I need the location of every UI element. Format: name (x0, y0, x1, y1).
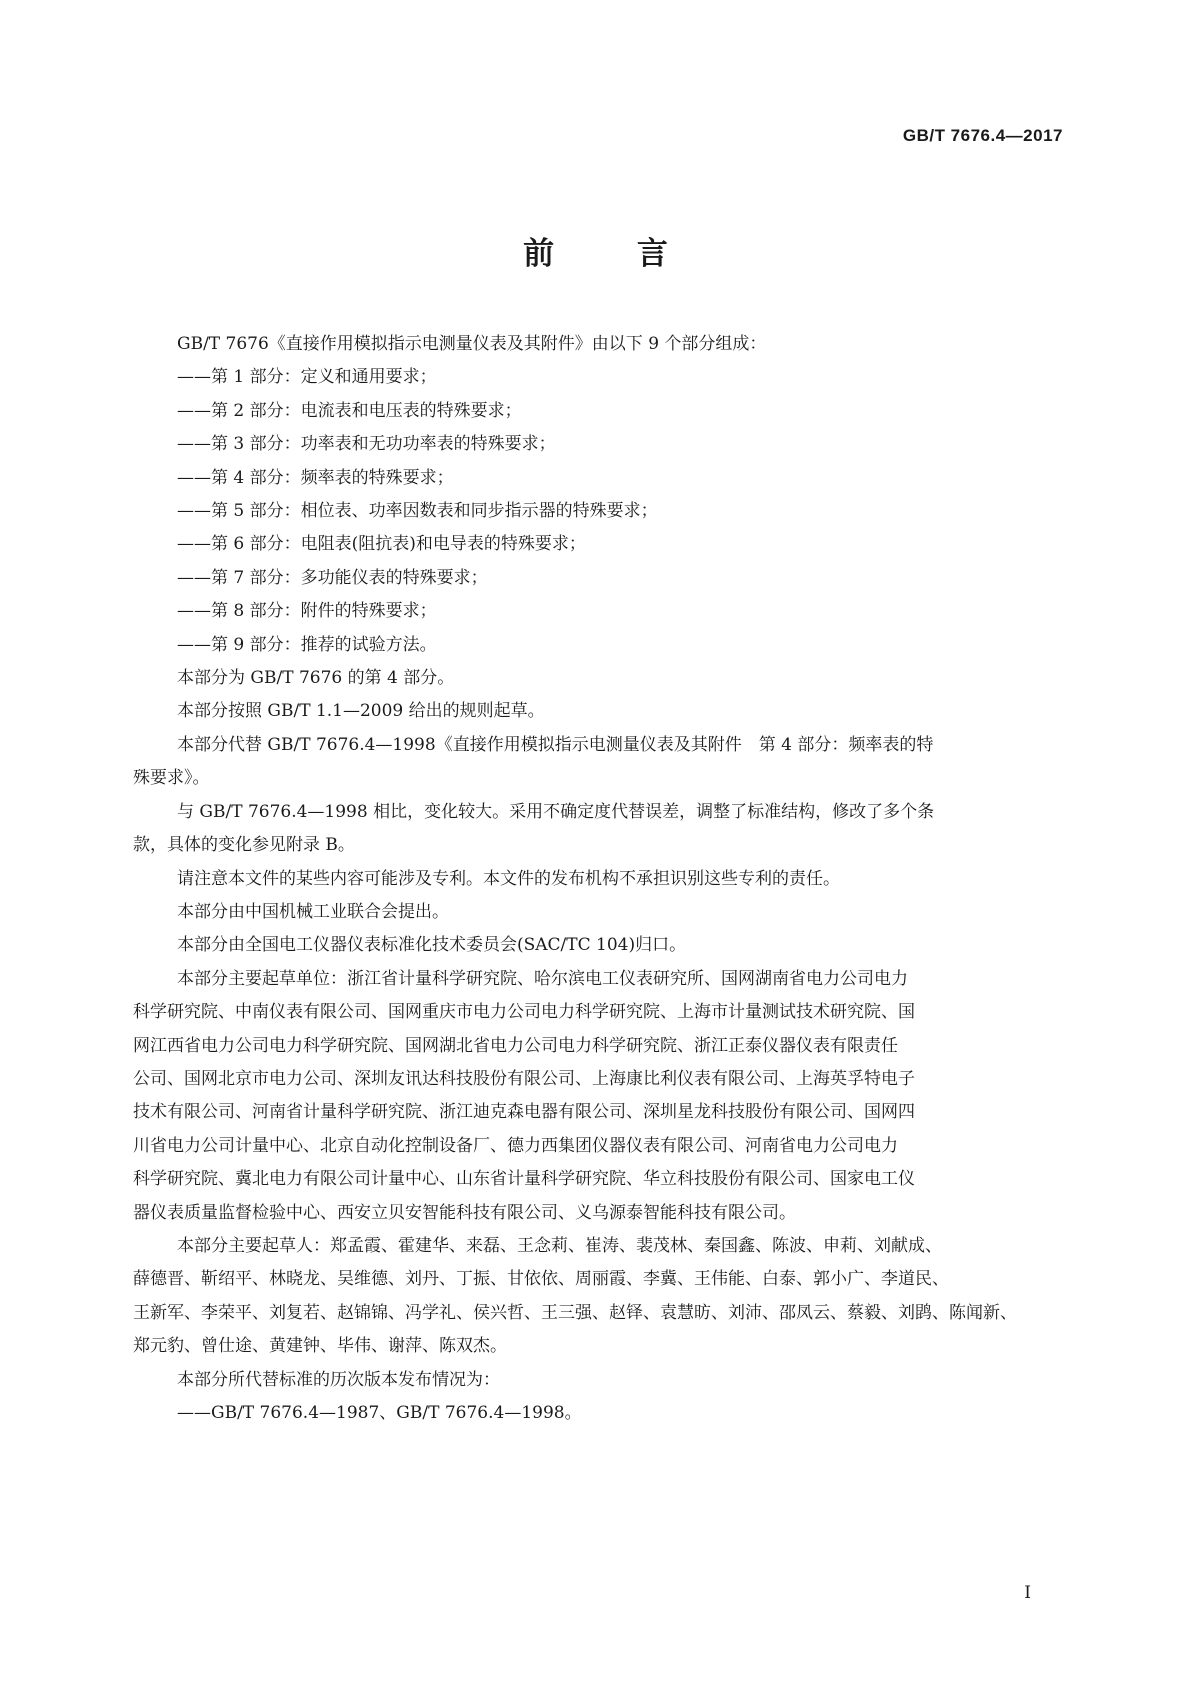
drafting-rules: 本部分按照 GB/T 1.1—2009 给出的规则起草。 (177, 701, 545, 722)
part-item: ——第 9 部分：推荐的试验方法。 (177, 634, 437, 655)
part-item: ——第 4 部分：频率表的特殊要求； (177, 467, 454, 488)
replacement-line-2: 殊要求》。 (133, 768, 210, 789)
history-item: ——GB/T 7676.4—1987、GB/T 7676.4—1998。 (177, 1403, 582, 1423)
history-heading: 本部分所代替标准的历次版本发布情况为： (177, 1369, 500, 1390)
part-item: ——第 1 部分：定义和通用要求； (177, 367, 437, 388)
patent-notice: 请注意本文件的某些内容可能涉及专利。本文件的发布机构不承担识别这些专利的责任。 (177, 868, 840, 889)
drafting-units-line: 科学研究院、冀北电力有限公司计量中心、山东省计量科学研究院、华立科技股份有限公司、国家电工仪 (133, 1169, 915, 1190)
drafting-units-line: 技术有限公司、河南省计量科学研究院、浙江迪克森电器有限公司、深圳星龙科技股份有限公司、国网四 (133, 1102, 915, 1123)
part-item: ——第 3 部分：功率表和无功功率表的特殊要求； (177, 434, 556, 455)
drafting-units-line: 器仪表质量监督检验中心、西安立贝安智能科技有限公司、义乌源泰智能科技有限公司。 (133, 1202, 796, 1223)
drafting-units-line: 本部分主要起草单位：浙江省计量科学研究院、哈尔滨电工仪表研究所、国网湖南省电力公司电力 (177, 968, 908, 989)
managed-by: 本部分由全国电工仪器仪表标准化技术委员会(SAC/TC 104)归口。 (177, 935, 687, 956)
drafting-units-line: 网江西省电力公司电力科学研究院、国网湖北省电力公司电力科学研究院、浙江正泰仪器仪表有限责任 (133, 1035, 898, 1056)
drafters-line: 郑元豹、曾仕途、黄建钟、毕伟、谢萍、陈双杰。 (133, 1336, 507, 1357)
drafters-line: 本部分主要起草人：郑孟霞、霍建华、来磊、王念莉、崔涛、裴茂林、秦国鑫、陈波、申莉、刘献成、 (177, 1235, 942, 1256)
proposed-by: 本部分由中国机械工业联合会提出。 (177, 901, 449, 922)
drafting-units-line: 川省电力公司计量中心、北京自动化控制设备厂、德力西集团仪器仪表有限公司、河南省电力公司电力 (133, 1135, 898, 1156)
comparison-line-2: 款，具体的变化参见附录 B。 (133, 835, 355, 856)
page-title: 前 言 (523, 236, 704, 272)
comparison-line-1: 与 GB/T 7676.4—1998 相比，变化较大。采用不确定度代替误差，调整了标准结构，修改了多个条 (177, 801, 935, 822)
part-statement: 本部分为 GB/T 7676 的第 4 部分。 (177, 668, 455, 689)
replacement-line-1: 本部分代替 GB/T 7676.4—1998《直接作用模拟指示电测量仪表及其附件 第 4 部分：频率表的特 (177, 734, 934, 755)
drafting-units-line: 科学研究院、中南仪表有限公司、国网重庆市电力公司电力科学研究院、上海市计量测试技术研究院、国 (133, 1002, 915, 1023)
standard-code: GB/T 7676.4—2017 (902, 126, 1063, 145)
part-item: ——第 6 部分：电阻表(阻抗表)和电导表的特殊要求； (177, 534, 586, 555)
intro-paragraph: GB/T 7676《直接作用模拟指示电测量仪表及其附件》由以下 9 个部分组成： (177, 334, 767, 354)
drafters-line: 王新军、李荣平、刘复若、赵锦锦、冯学礼、侯兴哲、王三强、赵铎、袁慧昉、刘沛、邵凤云、蔡毅、刘鹍、陈闻新、 (133, 1302, 1017, 1323)
drafters-line: 薛德晋、靳绍平、林晓龙、吴维德、刘丹、丁振、甘依依、周丽霞、李冀、王伟能、白泰、郭小广、李道民、 (133, 1269, 949, 1290)
drafting-units-line: 公司、国网北京市电力公司、深圳友讯达科技股份有限公司、上海康比利仪表有限公司、上海英孚特电子 (133, 1068, 915, 1089)
part-item: ——第 8 部分：附件的特殊要求； (177, 601, 437, 622)
foreword-body (133, 328, 1062, 1430)
page-number: I (1024, 1583, 1031, 1603)
part-item: ——第 7 部分：多功能仪表的特殊要求； (177, 567, 488, 588)
part-item: ——第 2 部分：电流表和电压表的特殊要求； (177, 400, 522, 421)
part-item: ——第 5 部分：相位表、功率因数表和同步指示器的特殊要求； (177, 501, 658, 522)
